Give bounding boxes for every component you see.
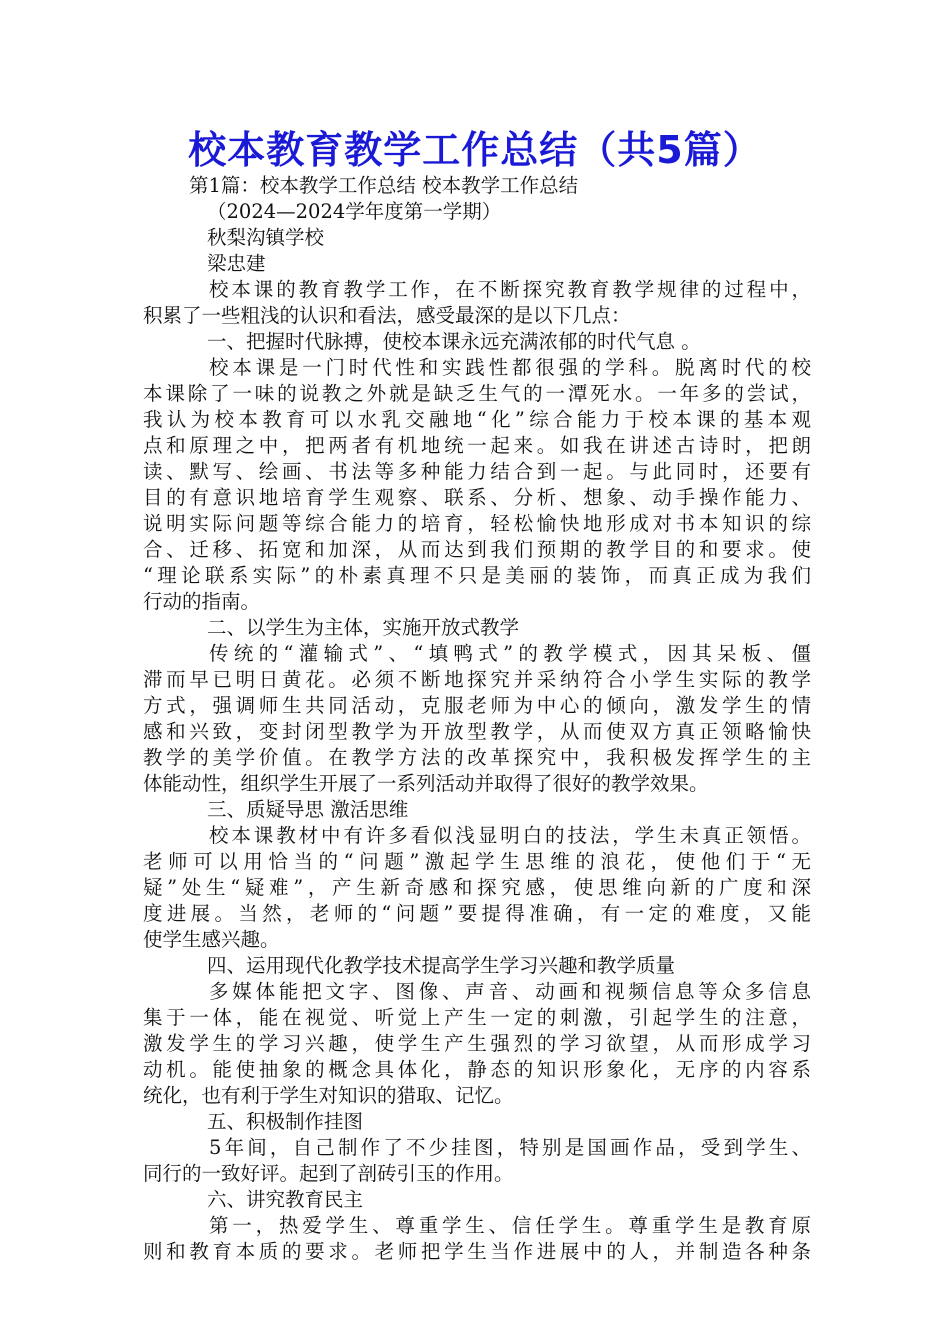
paragraph-line: 多媒体能把文字、图像、声音、动画和视频信息等众多信息	[209, 980, 811, 1003]
paragraph-line: 激发学生的学习兴趣，使学生产生强烈的学习欲望，从而形成学习	[143, 1032, 811, 1055]
subtitle-line: 第1篇：校本教学工作总结 校本教学工作总结	[189, 174, 579, 197]
paragraph-line: 集于一体，能在视觉、听觉上产生一定的刺激，引起学生的注意，	[143, 1006, 811, 1029]
section-heading: 六、讲究教育民主	[207, 1188, 364, 1211]
paragraph-line: 说明实际问题等综合能力的培育，轻松愉快地形成对书本知识的综	[143, 512, 811, 535]
paragraph-line: 滞而早已明日黄花。必须不断地探究并采纳符合小学生实际的教学	[143, 668, 811, 691]
section-heading: 二、以学生为主体，实施开放式教学	[207, 616, 520, 639]
paragraph-line: “理论联系实际”的朴素真理不只是美丽的装饰，而真正成为我们	[143, 564, 811, 587]
section-heading: 三、质疑导思 激活思维	[207, 798, 409, 821]
meta-line: 秋梨沟镇学校	[207, 226, 325, 249]
paragraph-line: 积累了一些粗浅的认识和看法，感受最深的是以下几点：	[143, 304, 631, 327]
paragraph-line: 第一，热爱学生、尊重学生、信任学生。尊重学生是教育原	[209, 1214, 811, 1237]
section-heading: 四、运用现代化教学技术提高学生学习兴趣和教学质量	[207, 954, 676, 977]
paragraph-line: 则和教育本质的要求。老师把学生当作进展中的人，并制造各种条	[143, 1240, 811, 1263]
paragraph-line: 感和兴致，变封闭型教学为开放型教学，从而使双方真正领略愉快	[143, 720, 811, 743]
paragraph-line: 动机。能使抽象的概念具体化，静态的知识形象化，无序的内容系	[143, 1058, 811, 1081]
paragraph-line: 体能动性，组织学生开展了一系列活动并取得了很好的教学效果。	[143, 772, 709, 795]
section-heading: 五、积极制作挂图	[207, 1110, 364, 1133]
paragraph-line: 疑”处生“疑难”，产生新奇感和探究感，使思维向新的广度和深	[143, 876, 811, 899]
paragraph-line: 统化，也有利于学生对知识的猎取、记忆。	[143, 1084, 514, 1107]
paragraph-line: 同行的一致好评。起到了剖砖引玉的作用。	[143, 1162, 514, 1185]
paragraph-line: 校本课是一门时代性和实践性都很强的学科。脱离时代的校	[209, 356, 811, 379]
paragraph-line: 校本课的教育教学工作，在不断探究教育教学规律的过程中，	[209, 278, 811, 301]
meta-line: （2024—2024学年度第一学期）	[207, 200, 502, 223]
section-heading: 一、把握时代脉搏，使校本课永远充满浓郁的时代气息 。	[207, 330, 701, 353]
paragraph-line: 度进展。当然，老师的“问题”要提得准确，有一定的难度，又能	[143, 902, 811, 925]
paragraph-line: 目的有意识地培育学生观察、联系、分析、想象、动手操作能力、	[143, 486, 811, 509]
paragraph-line: 5年间，自己制作了不少挂图，特别是国画作品，受到学生、	[209, 1136, 811, 1159]
paragraph-line: 行动的指南。	[143, 590, 261, 613]
document-body	[143, 173, 811, 1265]
paragraph-line: 本课除了一味的说教之外就是缺乏生气的一潭死水。一年多的尝试，	[143, 382, 811, 405]
paragraph-line: 点和原理之中，把两者有机地统一起来。如我在讲述古诗时，把朗	[143, 434, 811, 457]
paragraph-line: 读、默写、绘画、书法等多种能力结合到一起。与此同时，还要有	[143, 460, 811, 483]
paragraph-line: 使学生感兴趣。	[143, 928, 280, 951]
paragraph-line: 合、迁移、拓宽和加深，从而达到我们预期的教学目的和要求。使	[143, 538, 811, 561]
paragraph-line: 我认为校本教育可以水乳交融地“化”综合能力于校本课的基本观	[143, 408, 811, 431]
meta-line: 梁忠建	[207, 252, 266, 275]
paragraph-line: 老师可以用恰当的“问题”激起学生思维的浪花，使他们于“无	[143, 850, 811, 873]
paragraph-line: 校本课教材中有许多看似浅显明白的技法，学生未真正领悟。	[209, 824, 811, 847]
paragraph-line: 方式，强调师生共同活动，克服老师为中心的倾向，激发学生的情	[143, 694, 811, 717]
paragraph-line: 传统的“灌输式”、“填鸭式”的教学模式，因其呆板、僵	[209, 642, 811, 665]
document-title: 校本教育教学工作总结（共5篇）	[188, 128, 762, 172]
paragraph-line: 教学的美学价值。在教学方法的改革探究中，我积极发挥学生的主	[143, 746, 811, 769]
